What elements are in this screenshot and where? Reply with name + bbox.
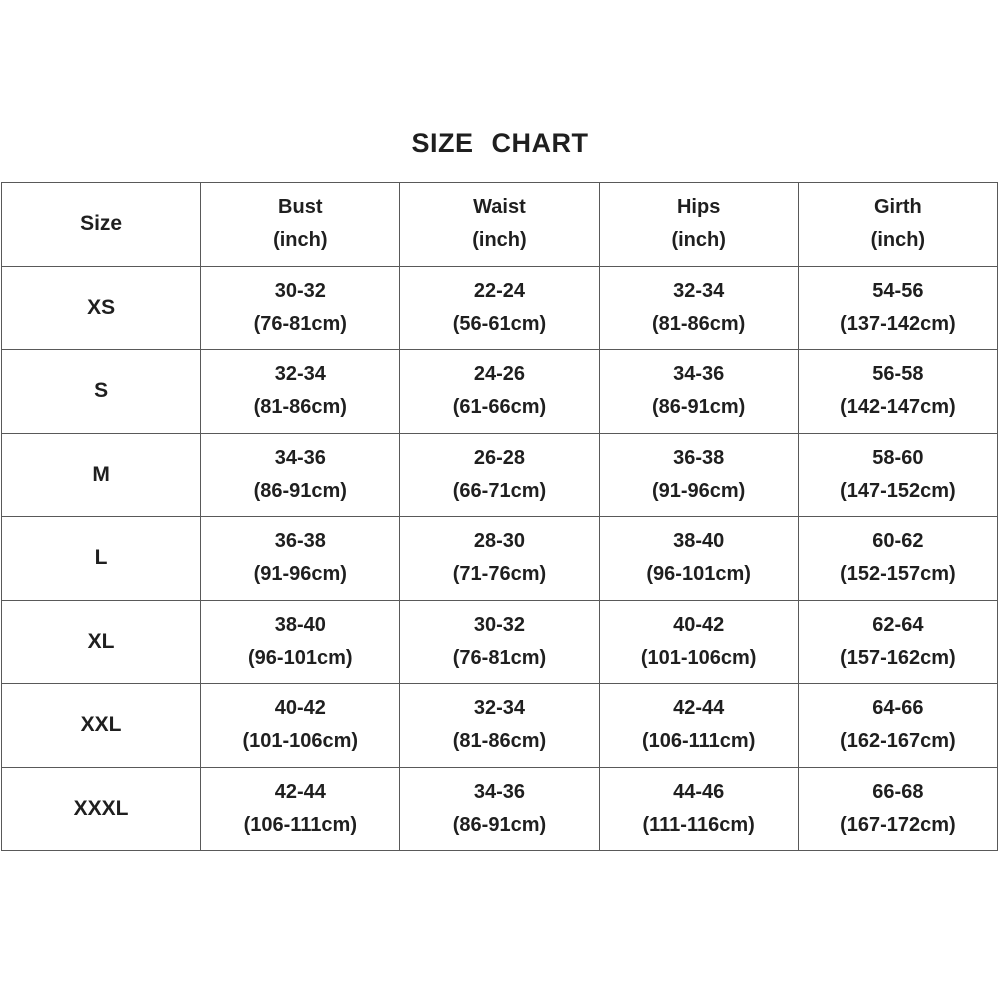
bust-cell bbox=[201, 767, 400, 851]
table-body bbox=[2, 266, 998, 851]
bust-cell bbox=[201, 600, 400, 684]
column-header-girth bbox=[798, 183, 997, 267]
cm-range: (147-152cm) bbox=[840, 479, 956, 502]
table-row-xxl bbox=[2, 684, 998, 768]
header-waist-unit: (inch) bbox=[472, 229, 527, 252]
girth-cell bbox=[798, 767, 997, 851]
bust-cell bbox=[201, 350, 400, 434]
cm-range: (106-111cm) bbox=[641, 730, 756, 753]
size-cell bbox=[2, 600, 201, 684]
inch-range: 60-62 bbox=[872, 530, 924, 553]
cm-range: (71-76cm) bbox=[452, 563, 547, 586]
waist-cell bbox=[400, 350, 599, 434]
girth-cell bbox=[798, 266, 997, 350]
size-cell bbox=[2, 266, 201, 350]
cm-range: (162-167cm) bbox=[840, 730, 956, 753]
inch-range: 38-40 bbox=[673, 530, 725, 553]
inch-range: 34-36 bbox=[274, 446, 326, 469]
size-cell bbox=[2, 350, 201, 434]
inch-range: 44-46 bbox=[673, 780, 725, 803]
header-girth-label: Girth bbox=[873, 196, 922, 219]
cm-range: (167-172cm) bbox=[840, 813, 956, 836]
size-cell bbox=[2, 767, 201, 851]
header-row bbox=[2, 183, 998, 267]
inch-range: 66-68 bbox=[872, 780, 924, 803]
hips-cell bbox=[599, 767, 798, 851]
inch-range: 30-32 bbox=[473, 613, 526, 636]
cm-range: (66-71cm) bbox=[452, 479, 547, 502]
hips-cell bbox=[599, 600, 798, 684]
inch-range: 32-34 bbox=[673, 279, 725, 302]
cm-range: (81-86cm) bbox=[651, 312, 746, 335]
inch-range: 26-28 bbox=[473, 446, 526, 469]
inch-range: 38-40 bbox=[274, 613, 326, 636]
cm-range: (91-96cm) bbox=[651, 479, 746, 502]
inch-range: 40-42 bbox=[673, 613, 725, 636]
cm-range: (76-81cm) bbox=[452, 646, 547, 669]
inch-range: 32-34 bbox=[274, 363, 326, 386]
waist-cell bbox=[400, 433, 599, 517]
size-value: L bbox=[94, 546, 108, 570]
cm-range: (152-157cm) bbox=[840, 563, 956, 586]
inch-range: 30-32 bbox=[274, 279, 326, 302]
hips-cell bbox=[599, 350, 798, 434]
waist-cell bbox=[400, 266, 599, 350]
cm-range: (76-81cm) bbox=[253, 312, 347, 335]
size-cell bbox=[2, 517, 201, 601]
column-header-size bbox=[2, 183, 201, 267]
bust-cell bbox=[201, 266, 400, 350]
girth-cell bbox=[798, 600, 997, 684]
cm-range: (56-61cm) bbox=[452, 312, 547, 335]
table-row-xl bbox=[2, 600, 998, 684]
inch-range: 62-64 bbox=[872, 613, 924, 636]
bust-cell bbox=[201, 684, 400, 768]
cm-range: (81-86cm) bbox=[253, 396, 347, 419]
size-value: XXXL bbox=[73, 796, 129, 820]
table-header bbox=[2, 183, 998, 267]
table-row-m bbox=[2, 433, 998, 517]
cm-range: (86-91cm) bbox=[452, 813, 547, 836]
header-size-label: Size bbox=[80, 212, 123, 236]
cm-range: (91-96cm) bbox=[253, 563, 347, 586]
cm-range: (101-106cm) bbox=[640, 646, 757, 669]
bust-cell bbox=[201, 517, 400, 601]
inch-range: 28-30 bbox=[473, 530, 526, 553]
size-cell bbox=[2, 684, 201, 768]
cm-range: (111-116cm) bbox=[642, 813, 755, 836]
cm-range: (142-147cm) bbox=[840, 396, 956, 419]
waist-cell bbox=[400, 684, 599, 768]
cm-range: (86-91cm) bbox=[253, 479, 347, 502]
inch-range: 36-38 bbox=[274, 530, 326, 553]
girth-cell bbox=[798, 433, 997, 517]
girth-cell bbox=[798, 517, 997, 601]
size-value: S bbox=[94, 379, 109, 403]
inch-range: 34-36 bbox=[673, 363, 725, 386]
waist-cell bbox=[400, 600, 599, 684]
inch-range: 32-34 bbox=[473, 697, 526, 720]
inch-range: 22-24 bbox=[473, 279, 526, 302]
page-title: SIZE CHART bbox=[411, 128, 589, 158]
header-bust-label: Bust bbox=[278, 196, 323, 219]
header-girth-unit: (inch) bbox=[870, 229, 926, 252]
table-row-xs bbox=[2, 266, 998, 350]
table-row-l bbox=[2, 517, 998, 601]
hips-cell bbox=[599, 517, 798, 601]
hips-cell bbox=[599, 684, 798, 768]
inch-range: 54-56 bbox=[872, 279, 924, 302]
size-chart-table bbox=[1, 182, 998, 851]
cm-range: (157-162cm) bbox=[840, 646, 956, 669]
column-header-hips bbox=[599, 183, 798, 267]
hips-cell bbox=[599, 433, 798, 517]
inch-range: 40-42 bbox=[274, 697, 326, 720]
inch-range: 42-44 bbox=[673, 697, 725, 720]
size-value: M bbox=[92, 462, 110, 486]
table-row-xxxl bbox=[2, 767, 998, 851]
size-value: XS bbox=[87, 295, 116, 319]
cm-range: (96-101cm) bbox=[646, 563, 751, 586]
table-row-s bbox=[2, 350, 998, 434]
inch-range: 24-26 bbox=[473, 363, 526, 386]
column-header-waist bbox=[400, 183, 599, 267]
column-header-bust bbox=[201, 183, 400, 267]
inch-range: 42-44 bbox=[274, 780, 326, 803]
waist-cell bbox=[400, 767, 599, 851]
inch-range: 64-66 bbox=[872, 697, 924, 720]
header-bust-unit: (inch) bbox=[273, 229, 328, 252]
inch-range: 56-58 bbox=[872, 363, 924, 386]
cm-range: (101-106cm) bbox=[242, 730, 359, 753]
waist-cell bbox=[400, 517, 599, 601]
inch-range: 36-38 bbox=[673, 446, 725, 469]
size-cell bbox=[2, 433, 201, 517]
cm-range: (96-101cm) bbox=[248, 646, 353, 669]
header-hips-label: Hips bbox=[676, 196, 721, 219]
inch-range: 58-60 bbox=[872, 446, 924, 469]
hips-cell bbox=[599, 266, 798, 350]
cm-range: (86-91cm) bbox=[651, 396, 746, 419]
bust-cell bbox=[201, 433, 400, 517]
girth-cell bbox=[798, 350, 997, 434]
cm-range: (81-86cm) bbox=[452, 730, 547, 753]
size-value: XXL bbox=[80, 713, 122, 737]
girth-cell bbox=[798, 684, 997, 768]
cm-range: (137-142cm) bbox=[840, 312, 956, 335]
inch-range: 34-36 bbox=[473, 780, 526, 803]
header-waist-label: Waist bbox=[473, 196, 526, 219]
header-hips-unit: (inch) bbox=[671, 229, 726, 252]
cm-range: (106-111cm) bbox=[243, 813, 357, 836]
cm-range: (61-66cm) bbox=[452, 396, 547, 419]
size-value: XL bbox=[87, 629, 115, 653]
